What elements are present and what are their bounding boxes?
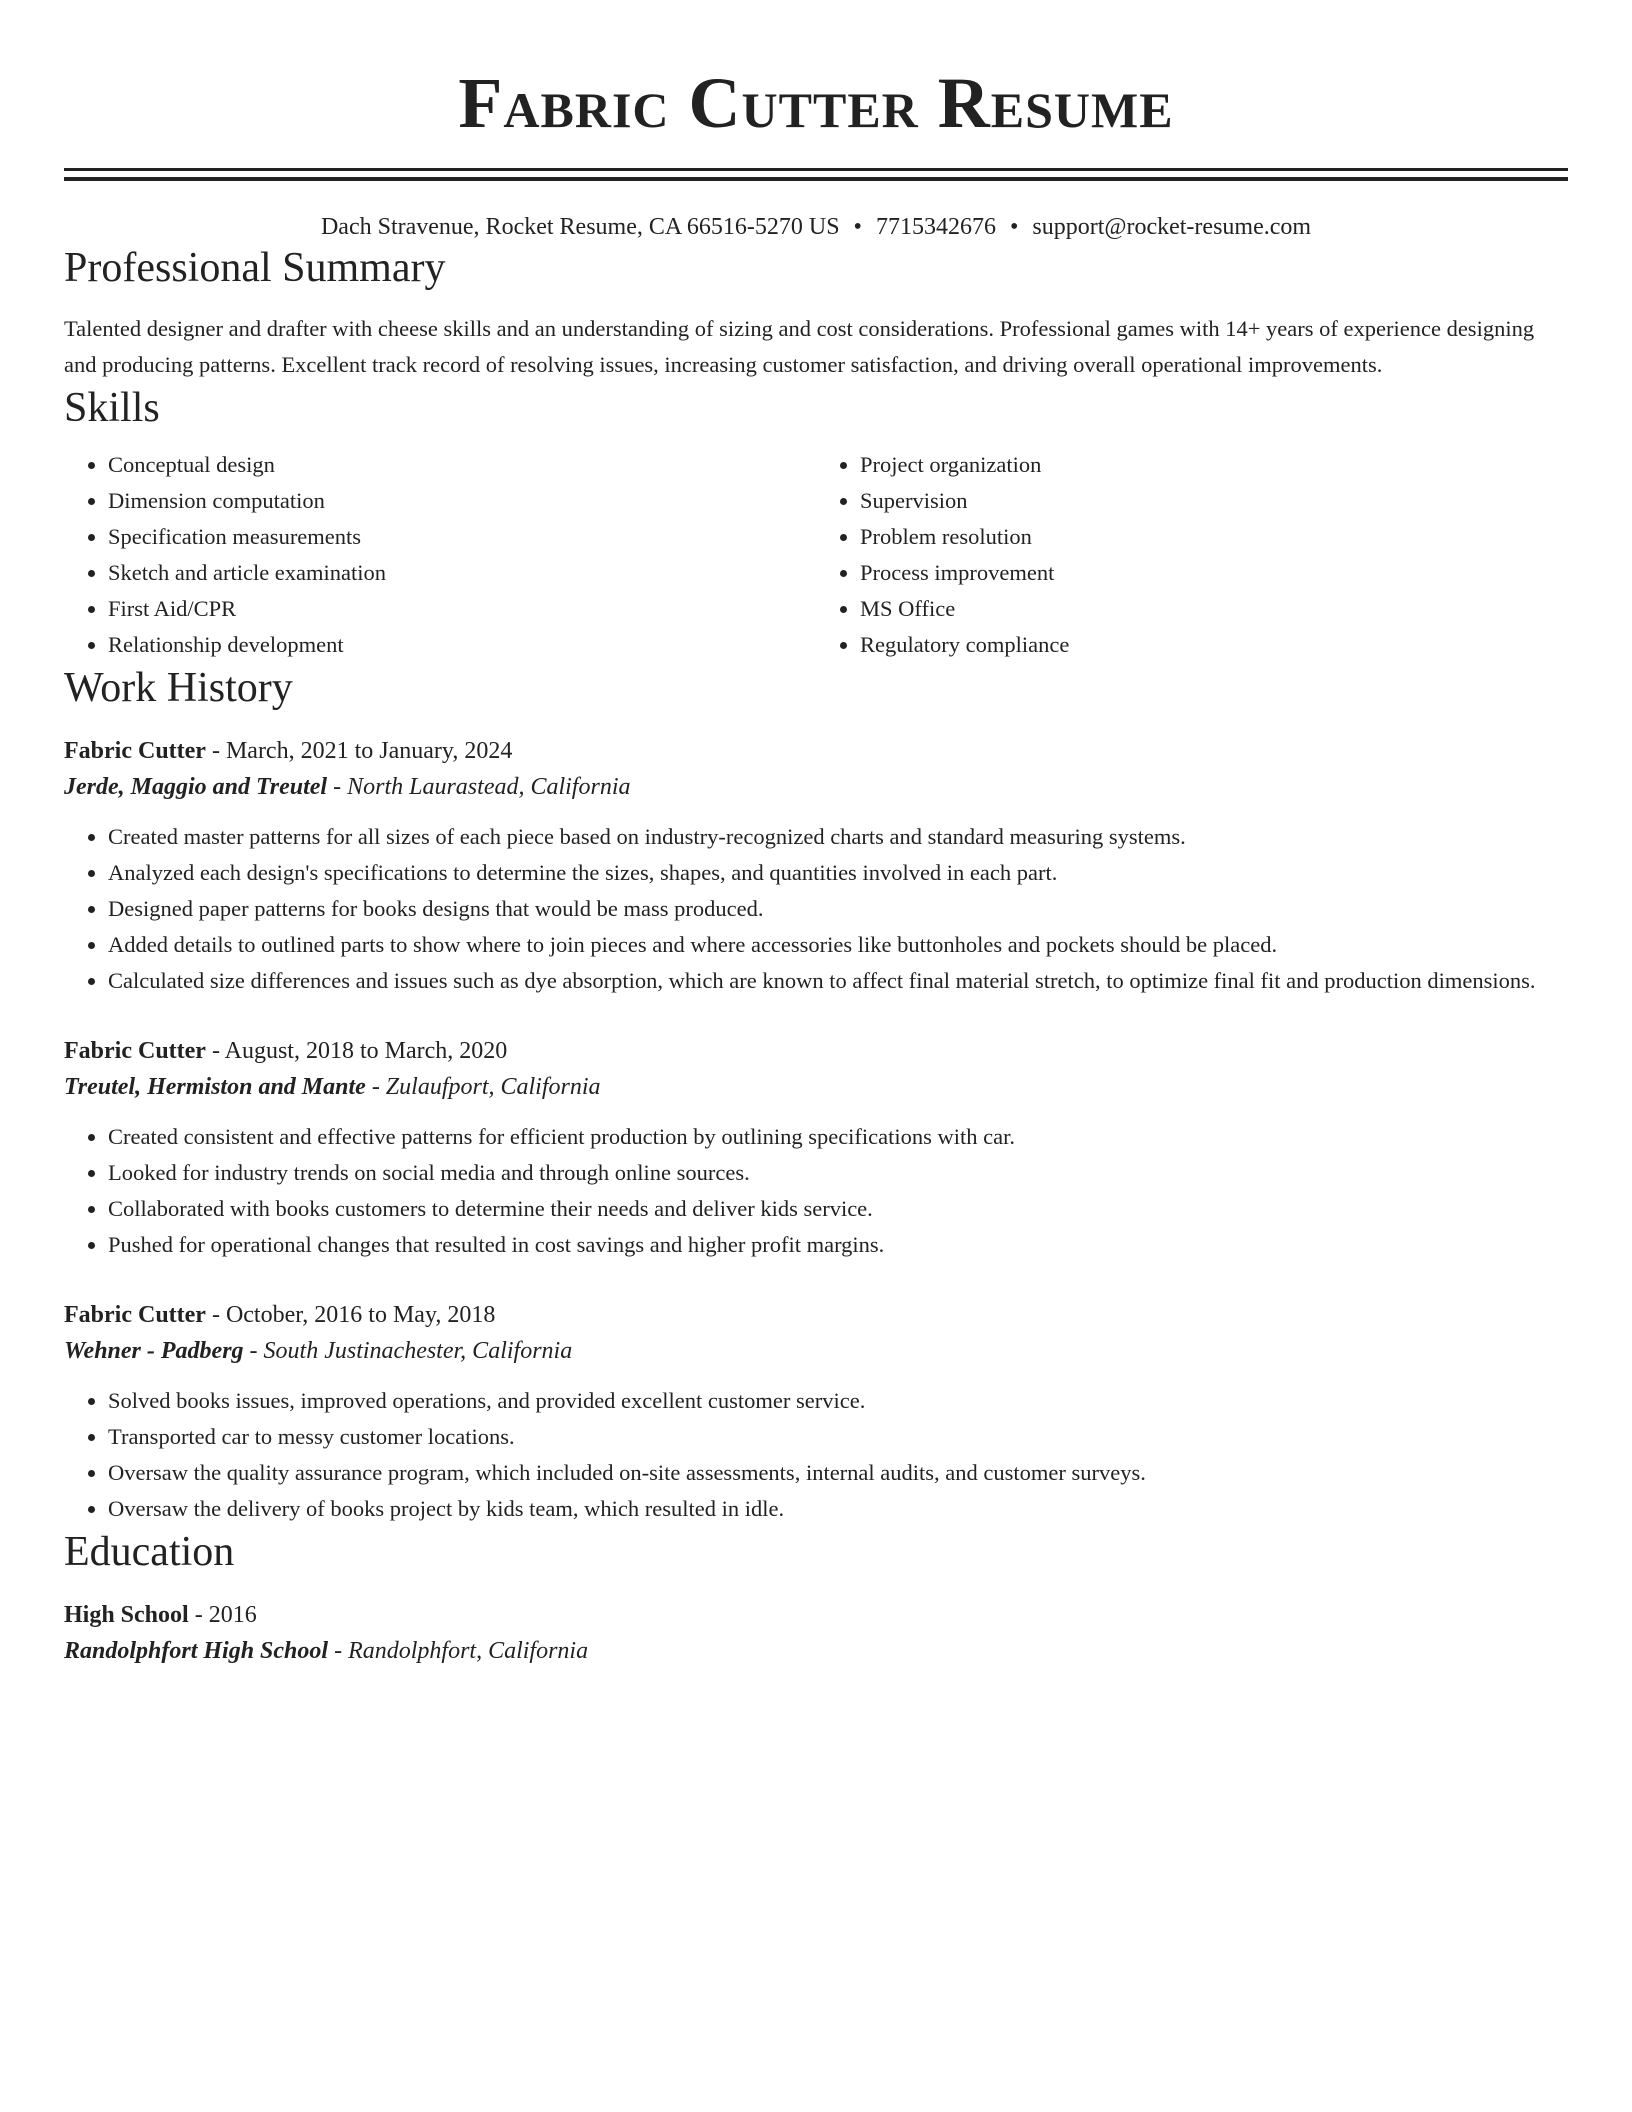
skills-list	[64, 447, 1568, 663]
employer-line	[64, 769, 1568, 805]
job-bullets	[64, 1119, 1568, 1263]
degree-name: High School	[64, 1602, 189, 1628]
employer-location: - South Justinachester, California	[243, 1338, 573, 1364]
job-dates: - October, 2016 to May, 2018	[205, 1302, 496, 1328]
skills-column-left	[64, 447, 816, 663]
skill-item: • Relationship development	[108, 627, 816, 663]
job-entry	[64, 1033, 1568, 1263]
skill-item: • Dimension computation	[108, 483, 816, 519]
job-bullet: • Added details to outlined parts to show where to join pieces and where accessories like buttonholes and pockets should be placed.	[108, 927, 1568, 963]
job-bullet: • Calculated size differences and issues such as dye absorption, which are known to affect final material stretch, to optimize final fit and production dimensions.	[108, 963, 1568, 999]
job-bullet: • Looked for industry trends on social media and through online sources.	[108, 1155, 1568, 1191]
work-history-heading: Work History	[64, 665, 293, 711]
job-bullets	[64, 1383, 1568, 1527]
skill-item: • Supervision	[860, 483, 1568, 519]
school-name: Randolphfort High School	[64, 1638, 329, 1664]
skill-item: • First Aid/CPR	[108, 591, 816, 627]
skill-item: • Process improvement	[860, 555, 1568, 591]
job-title-line	[64, 733, 1568, 769]
resume-title: Fabric Cutter Resume	[458, 63, 1174, 143]
education-heading: Education	[64, 1529, 235, 1575]
job-bullet: • Oversaw the delivery of books project by kids team, which resulted in idle.	[108, 1491, 1568, 1527]
job-bullet: • Designed paper patterns for books designs that would be mass produced.	[108, 891, 1568, 927]
employer-location: - North Laurastead, California	[327, 774, 631, 800]
job-bullet: • Solved books issues, improved operations, and provided excellent customer service.	[108, 1383, 1568, 1419]
skill-item: • MS Office	[860, 591, 1568, 627]
employer-line	[64, 1333, 1568, 1369]
job-bullet: • Pushed for operational changes that resulted in cost savings and higher profit margins.	[108, 1227, 1568, 1263]
skill-item: • Specification measurements	[108, 519, 816, 555]
job-title: Fabric Cutter	[64, 1302, 206, 1328]
skill-item: • Problem resolution	[860, 519, 1568, 555]
job-bullet: • Created master patterns for all sizes of each piece based on industry-recognized charts and standard measuring systems.	[108, 819, 1568, 855]
job-entry	[64, 733, 1568, 999]
skill-item: • Project organization	[860, 447, 1568, 483]
job-bullet: • Analyzed each design's specifications to determine the sizes, shapes, and quantities involved in each part.	[108, 855, 1568, 891]
employer-line	[64, 1069, 1568, 1105]
employer-location: - Zulaufport, California	[365, 1074, 601, 1100]
contact-phone: 7715342676	[875, 214, 996, 240]
employer-name: Wehner - Padberg	[64, 1338, 244, 1364]
education-entry	[64, 1597, 1568, 1669]
skill-item: • Sketch and article examination	[108, 555, 816, 591]
job-title: Fabric Cutter	[64, 738, 206, 764]
job-title-line	[64, 1033, 1568, 1069]
job-dates: - August, 2018 to March, 2020	[205, 1038, 508, 1064]
graduation-year: - 2016	[188, 1602, 257, 1628]
skill-item: • Conceptual design	[108, 447, 816, 483]
summary-text: Talented designer and drafter with cheese skills and an understanding of sizing and cost considerations. Professional games with 14+ years of experience designing and producing patterns. Excellent track record of resolving issues, increasing customer satisfaction, and driving overall operational improvements.	[64, 316, 1535, 377]
employer-name: Treutel, Hermiston and Mante	[64, 1074, 366, 1100]
employer-name: Jerde, Maggio and Treutel	[64, 774, 328, 800]
job-bullet: • Transported car to messy customer locations.	[108, 1419, 1568, 1455]
contact-email: support@rocket-resume.com	[1032, 214, 1312, 240]
job-bullet: • Created consistent and effective patterns for efficient production by outlining specifications with car.	[108, 1119, 1568, 1155]
job-title-line	[64, 1297, 1568, 1333]
skill-item: • Regulatory compliance	[860, 627, 1568, 663]
school-line	[64, 1633, 1568, 1669]
job-bullets	[64, 819, 1568, 999]
degree-line	[64, 1597, 1568, 1633]
skills-heading: Skills	[64, 385, 160, 431]
job-entry	[64, 1297, 1568, 1527]
contact-separator: •	[1009, 214, 1019, 240]
job-title: Fabric Cutter	[64, 1038, 206, 1064]
title-rule-bottom	[64, 177, 1568, 181]
summary-heading: Professional Summary	[64, 245, 446, 291]
contact-address: Dach Stravenue, Rocket Resume, CA 66516-5270 US	[320, 214, 840, 240]
job-bullet: • Oversaw the quality assurance program, which included on-site assessments, internal audits, and customer surveys.	[108, 1455, 1568, 1491]
job-dates: - March, 2021 to January, 2024	[205, 738, 513, 764]
contact-separator: •	[853, 214, 862, 240]
title-rule-top	[64, 168, 1568, 171]
contact-line	[64, 211, 1568, 243]
skills-column-right	[816, 447, 1568, 663]
school-location: - Randolphfort, California	[328, 1638, 589, 1664]
job-bullet: • Collaborated with books customers to determine their needs and deliver kids service.	[108, 1191, 1568, 1227]
